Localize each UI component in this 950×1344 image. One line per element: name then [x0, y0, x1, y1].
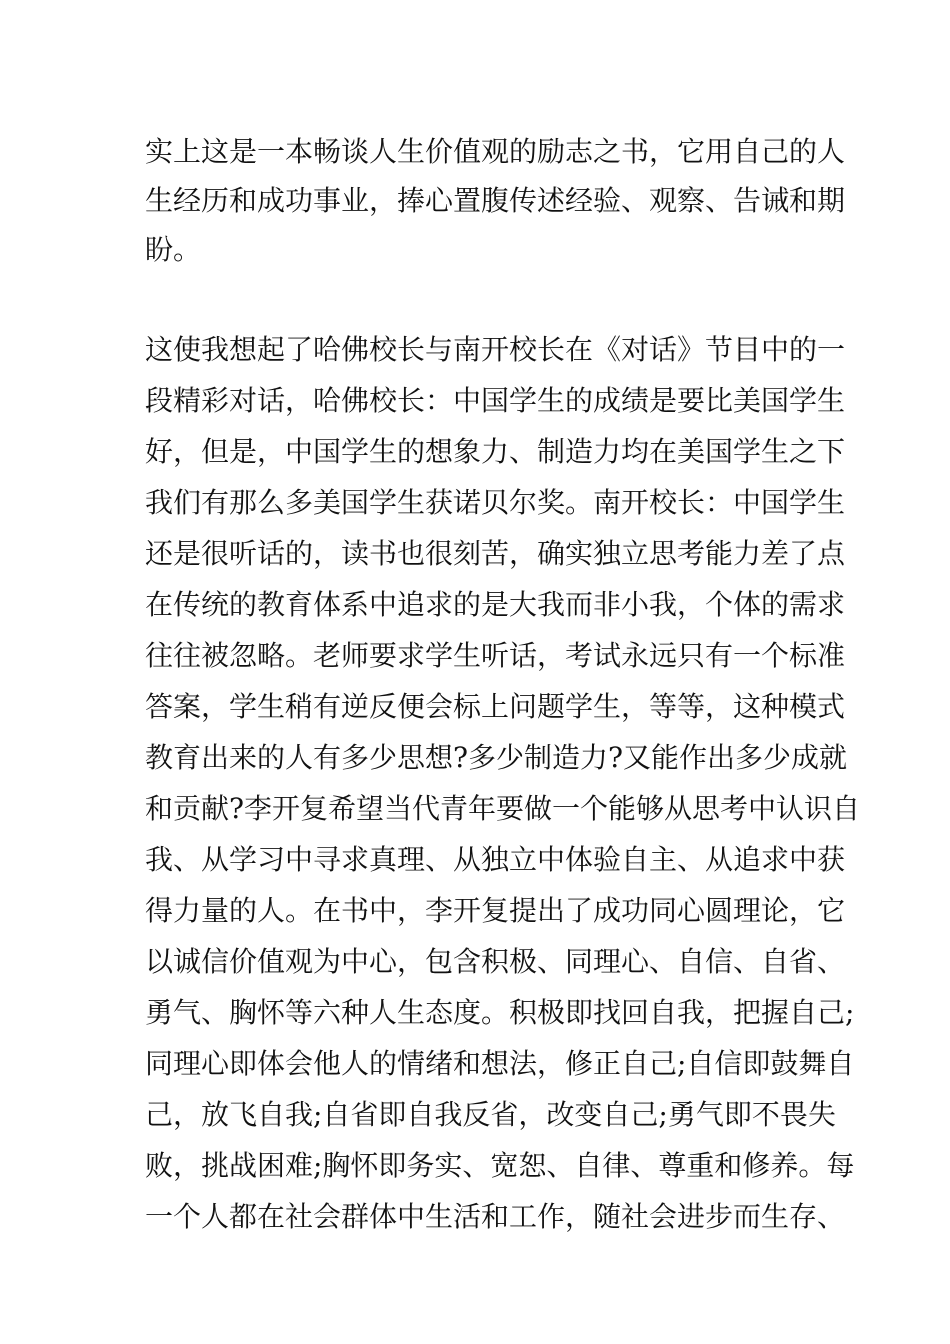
text-line: 和贡献?李开复希望当代青年要做一个能够从思考中认识自 — [145, 792, 861, 825]
text-line: 教育出来的人有多少思想?多少制造力?又能作出多少成就 — [145, 741, 848, 774]
text-line: 得力量的人。在书中，李开复提出了成功同心圆理论，它 — [145, 894, 846, 927]
text-line: 答案，学生稍有逆反便会标上问题学生，等等，这种模式 — [145, 690, 846, 723]
text-line: 还是很听话的，读书也很刻苦，确实独立思考能力差了点 — [145, 537, 846, 570]
text-line: 盼。 — [145, 233, 202, 266]
text-line: 在传统的教育体系中追求的是大我而非小我，个体的需求 — [145, 588, 846, 621]
text-line: 一个人都在社会群体中生活和工作，随社会进步而生存、 — [145, 1200, 846, 1233]
text-line: 生经历和成功事业，捧心置腹传述经验、观察、告诫和期 — [145, 184, 846, 217]
text-line: 我们有那么多美国学生获诺贝尔奖。南开校长：中国学生 — [145, 486, 846, 519]
text-line: 实上这是一本畅谈人生价值观的励志之书，它用自己的人 — [145, 135, 846, 168]
text-line: 这使我想起了哈佛校长与南开校长在《对话》节目中的一 — [145, 333, 846, 366]
text-line: 我、从学习中寻求真理、从独立中体验自主、从追求中获 — [145, 843, 846, 876]
text-line: 段精彩对话，哈佛校长：中国学生的成绩是要比美国学生 — [145, 384, 846, 417]
text-line: 同理心即体会他人的情绪和想法，修正自己;自信即鼓舞自 — [145, 1047, 855, 1080]
text-line: 败，挑战困难;胸怀即务实、宽恕、自律、尊重和修养。每 — [145, 1149, 855, 1182]
text-line: 己，放飞自我;自省即自我反省，改变自己;勇气即不畏失 — [145, 1098, 836, 1131]
text-line: 好，但是，中国学生的想象力、制造力均在美国学生之下 — [145, 435, 846, 468]
text-line: 勇气、胸怀等六种人生态度。积极即找回自我，把握自己; — [145, 996, 855, 1029]
text-line: 以诚信价值观为中心，包含积极、同理心、自信、自省、 — [145, 945, 846, 978]
text-line: 往往被忽略。老师要求学生听话，考试永远只有一个标准 — [145, 639, 846, 672]
